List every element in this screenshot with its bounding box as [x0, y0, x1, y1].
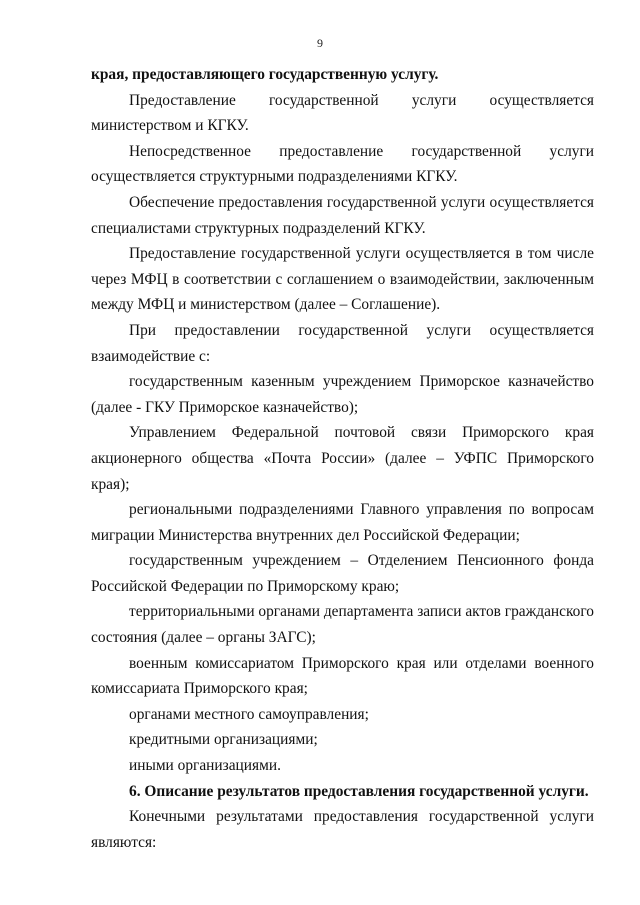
paragraph: При предоставлении государственной услуги осуществляется взаимодействие с: — [91, 321, 594, 365]
paragraph: Предоставление государственной услуги осуществляется министерством и КГКУ. — [91, 91, 594, 135]
document-body — [91, 62, 594, 855]
list-item: региональными подразделениями Главного управления по вопросам миграции Министерства внутренних дел Российской Федерации; — [91, 501, 594, 544]
paragraph: Обеспечение предоставления государственной услуги осуществляется специалистами структурных подразделений КГКУ. — [91, 193, 594, 237]
section-heading: 6. Описание результатов предоставления государственной услуги. — [129, 782, 589, 800]
list-item: военным комиссариатом Приморского края или отделами военного комиссариата Приморского края; — [91, 654, 594, 698]
paragraph-heading-continuation: края, предоставляющего государственную услугу. — [91, 66, 439, 83]
list-item: иными организациями. — [129, 757, 281, 775]
paragraph: Непосредственное предоставление государственной услуги осуществляется структурными подразделениями КГКУ. — [91, 142, 594, 186]
list-item: государственным казенным учреждением Приморское казначейство (далее - ГКУ Приморское казначейство); — [91, 373, 594, 416]
paragraph: Предоставление государственной услуги осуществляется в том числе через МФЦ в соответствии с соглашением о взаимодействии, заключенным между МФЦ и министерством (далее – Соглашение). — [91, 245, 594, 314]
paragraph: Конечными результатами предоставления государственной услуги являются: — [91, 808, 594, 851]
list-item: кредитными организациями; — [129, 731, 318, 749]
page-number: 9 — [317, 36, 323, 50]
list-item: органами местного самоуправления; — [129, 705, 369, 723]
list-item: государственным учреждением – Отделением Пенсионного фонда Российской Федерации по Приморскому краю; — [91, 552, 594, 595]
list-item: Управлением Федеральной почтовой связи Приморского края акционерного общества «Почта России» (далее – УФПС Приморского края); — [91, 424, 594, 493]
list-item: территориальными органами департамента записи актов гражданского состояния (далее – органы ЗАГС); — [91, 603, 594, 647]
